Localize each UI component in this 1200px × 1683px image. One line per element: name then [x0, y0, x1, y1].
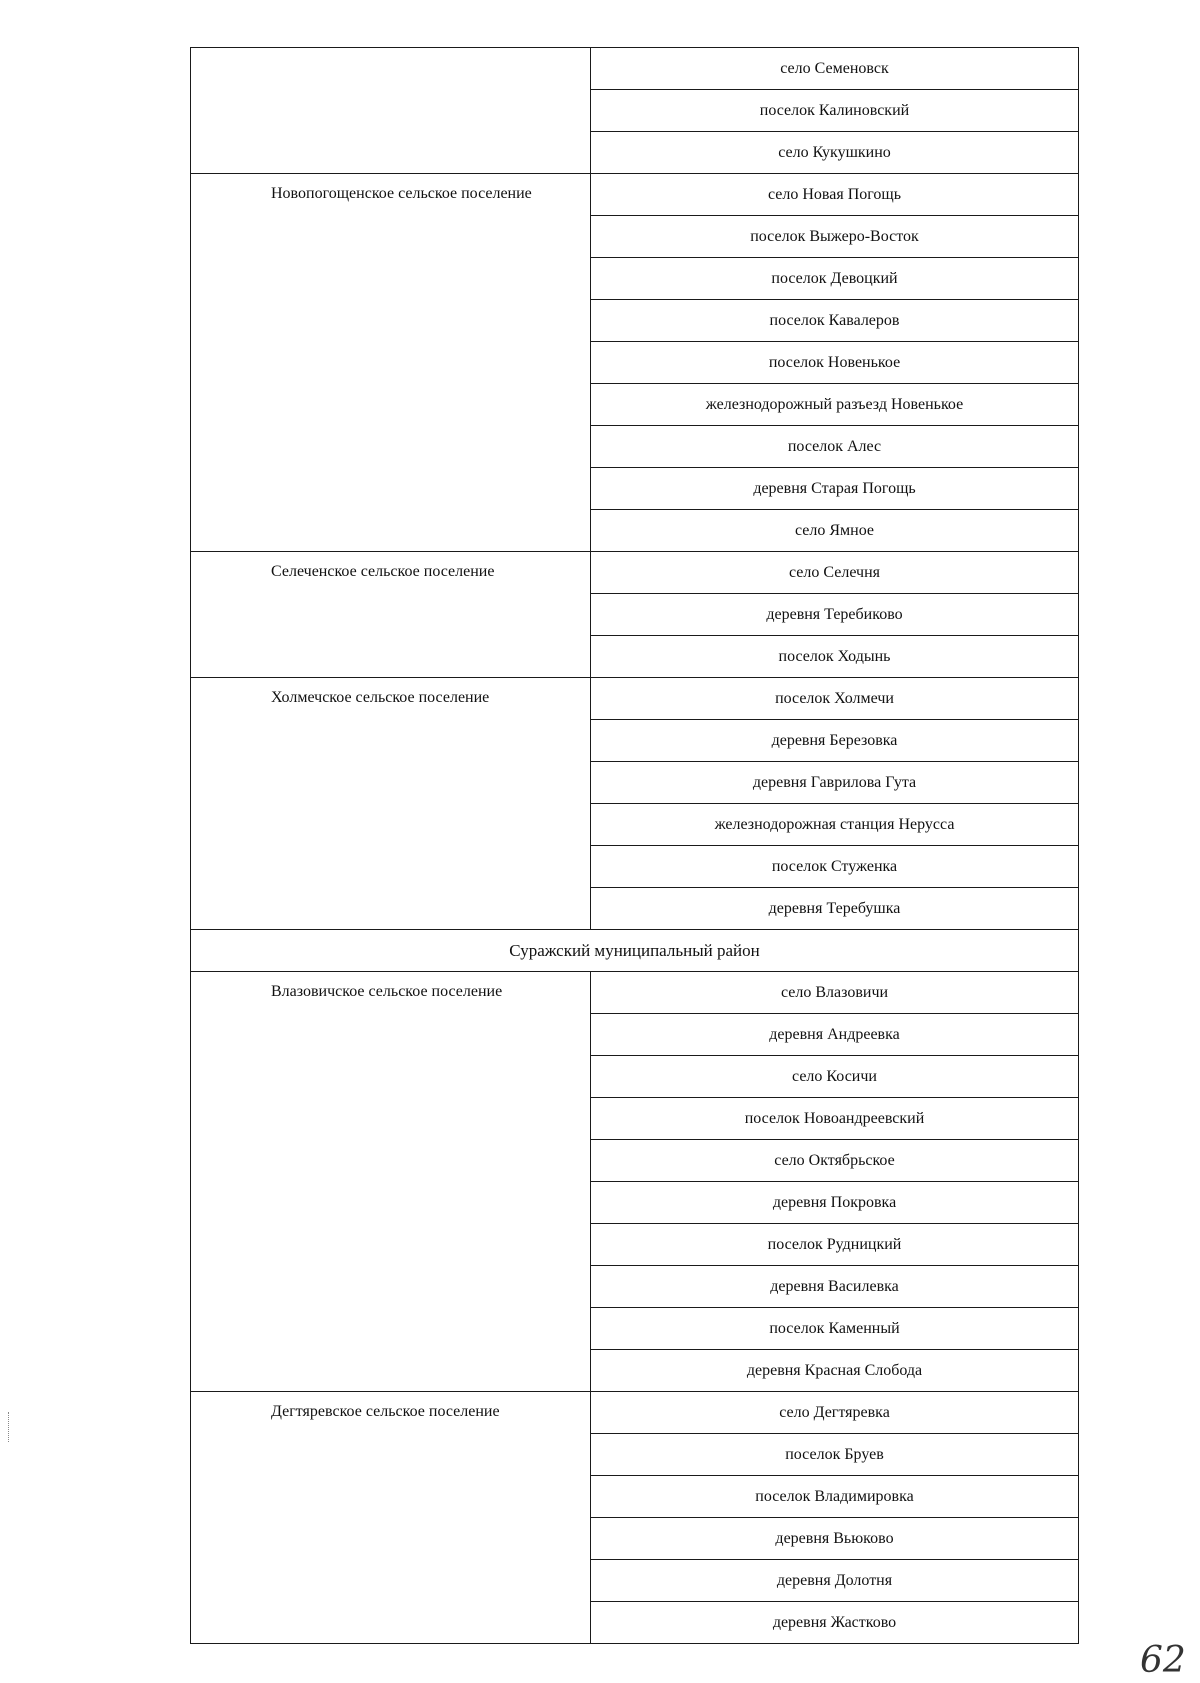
table-row — [191, 552, 1079, 594]
settlement-cell: деревня Березовка — [591, 720, 1079, 762]
settlement-cell: деревня Василевка — [591, 1266, 1079, 1308]
settlement-cell: поселок Новоандреевский — [591, 1098, 1079, 1140]
settlement-cell: село Семеновск — [591, 48, 1079, 90]
settlement-cell: деревня Долотня — [591, 1560, 1079, 1602]
settlement-cell: село Октябрьское — [591, 1140, 1079, 1182]
settlement-cell: поселок Алес — [591, 426, 1079, 468]
municipality-cell: Селеченское сельское поселение — [191, 552, 591, 678]
settlement-cell: поселок Бруев — [591, 1434, 1079, 1476]
settlement-cell: поселок Каменный — [591, 1308, 1079, 1350]
municipality-cell: Влазовичское сельское поселение — [191, 972, 591, 1392]
settlement-cell: поселок Кавалеров — [591, 300, 1079, 342]
settlements-table-body — [191, 48, 1079, 1644]
settlement-cell: поселок Холмечи — [591, 678, 1079, 720]
table-row — [191, 678, 1079, 720]
district-title: Суражский муниципальный район — [191, 930, 1079, 972]
settlement-cell: деревня Теребиково — [591, 594, 1079, 636]
page-number: 62 — [1140, 1640, 1186, 1681]
settlement-cell: деревня Теребушка — [591, 888, 1079, 930]
settlement-cell: поселок Выжеро-Восток — [591, 216, 1079, 258]
settlement-cell: деревня Жастково — [591, 1602, 1079, 1644]
settlement-cell: село Ямное — [591, 510, 1079, 552]
municipality-cell: Дегтяревское сельское поселение — [191, 1392, 591, 1644]
settlement-cell: поселок Стуженка — [591, 846, 1079, 888]
settlement-cell: село Кукушкино — [591, 132, 1079, 174]
settlement-cell: поселок Калиновский — [591, 90, 1079, 132]
table-row — [191, 1392, 1079, 1434]
settlement-cell: село Косичи — [591, 1056, 1079, 1098]
settlement-cell: деревня Вьюково — [591, 1518, 1079, 1560]
settlement-cell: поселок Новенькое — [591, 342, 1079, 384]
table-row — [191, 174, 1079, 216]
settlement-cell: деревня Красная Слобода — [591, 1350, 1079, 1392]
table-row — [191, 48, 1079, 90]
settlement-cell: село Селечня — [591, 552, 1079, 594]
settlement-cell: железнодорожная станция Нерусса — [591, 804, 1079, 846]
settlement-cell: село Новая Погощь — [591, 174, 1079, 216]
district-row — [191, 930, 1079, 972]
settlement-cell: деревня Андреевка — [591, 1014, 1079, 1056]
municipality-cell: Новопогощенское сельское поселение — [191, 174, 591, 552]
settlement-cell: железнодорожный разъезд Новенькое — [591, 384, 1079, 426]
settlement-cell: поселок Рудницкий — [591, 1224, 1079, 1266]
settlement-cell: деревня Покровка — [591, 1182, 1079, 1224]
table-row — [191, 972, 1079, 1014]
settlement-cell: поселок Владимировка — [591, 1476, 1079, 1518]
settlement-cell: деревня Гаврилова Гута — [591, 762, 1079, 804]
settlement-cell: поселок Ходынь — [591, 636, 1079, 678]
settlement-cell: деревня Старая Погощь — [591, 468, 1079, 510]
scan-margin-mark — [8, 1412, 9, 1442]
municipality-cell — [191, 48, 591, 174]
settlement-cell: село Влазовичи — [591, 972, 1079, 1014]
settlement-cell: село Дегтяревка — [591, 1392, 1079, 1434]
settlement-cell: поселок Девоцкий — [591, 258, 1079, 300]
settlements-table — [190, 47, 1079, 1644]
municipality-cell: Холмечское сельское поселение — [191, 678, 591, 930]
